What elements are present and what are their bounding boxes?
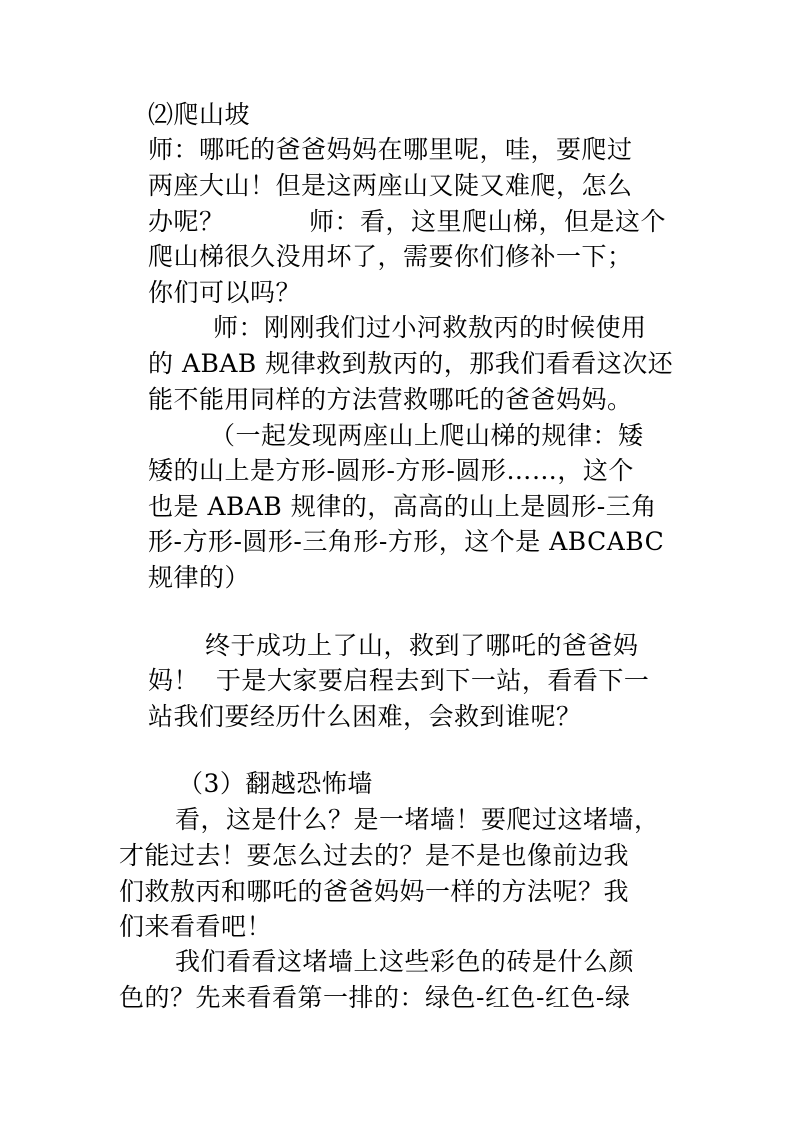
paragraph-line: 我们看看这堵墙上这些彩色的砖是什么颜 bbox=[175, 947, 635, 976]
paragraph-line: （一起发现两座山上爬山梯的规律：矮 bbox=[210, 421, 644, 450]
paragraph-line: 站我们要经历什么困难，会救到谁呢？ bbox=[148, 702, 582, 731]
paragraph-line: 师：哪吒的爸爸妈妈在哪里呢，哇，要爬过 bbox=[148, 135, 633, 164]
section-heading: （3）翻越恐怖墙 bbox=[178, 769, 373, 798]
paragraph-line: 矮的山上是方形-圆形-方形-圆形……，这个 bbox=[148, 456, 634, 485]
paragraph-line: 看，这是什么？是一堵墙！要爬过这堵墙， bbox=[175, 805, 660, 834]
paragraph-line: 形-方形-圆形-三角形-方形，这个是 ABCABC bbox=[148, 527, 665, 556]
paragraph-line: 才能过去！要怎么过去的？是不是也像前边我 bbox=[119, 841, 630, 870]
paragraph-line: 的 ABAB 规律救到敖丙的，那我们看看这次还 bbox=[148, 349, 674, 378]
paragraph-line: 师：刚刚我们过小河救敖丙的时候使用 bbox=[213, 313, 647, 342]
paragraph-line: 爬山梯很久没用坏了，需要你们修补一下； bbox=[148, 242, 633, 271]
paragraph-line: 妈！ 于是大家要启程去到下一站，看看下一 bbox=[148, 666, 650, 695]
paragraph-line: 你们可以吗？ bbox=[148, 278, 302, 307]
paragraph-line: 们来看看吧！ bbox=[119, 912, 273, 941]
paragraph-line: 能不能用同样的方法营救哪吒的爸爸妈妈。 bbox=[148, 385, 633, 414]
paragraph-line: 两座大山！但是这两座山又陡又难爬，怎么 bbox=[148, 171, 633, 200]
section-heading: ⑵爬山坡 bbox=[148, 100, 251, 129]
paragraph-line: 办呢？ 师：看，这里爬山梯，但是这个 bbox=[148, 207, 666, 236]
paragraph-line: 规律的） bbox=[148, 563, 251, 592]
paragraph-line: 也是 ABAB 规律的，高高的山上是圆形-三角 bbox=[148, 492, 657, 521]
paragraph-line: 终于成功上了山，救到了哪吒的爸爸妈 bbox=[205, 631, 639, 660]
paragraph-line: 色的？先来看看第一排的：绿色-红色-红色-绿 bbox=[119, 983, 631, 1012]
paragraph-line: 们救敖丙和哪吒的爸爸妈妈一样的方法呢？我 bbox=[119, 877, 630, 906]
